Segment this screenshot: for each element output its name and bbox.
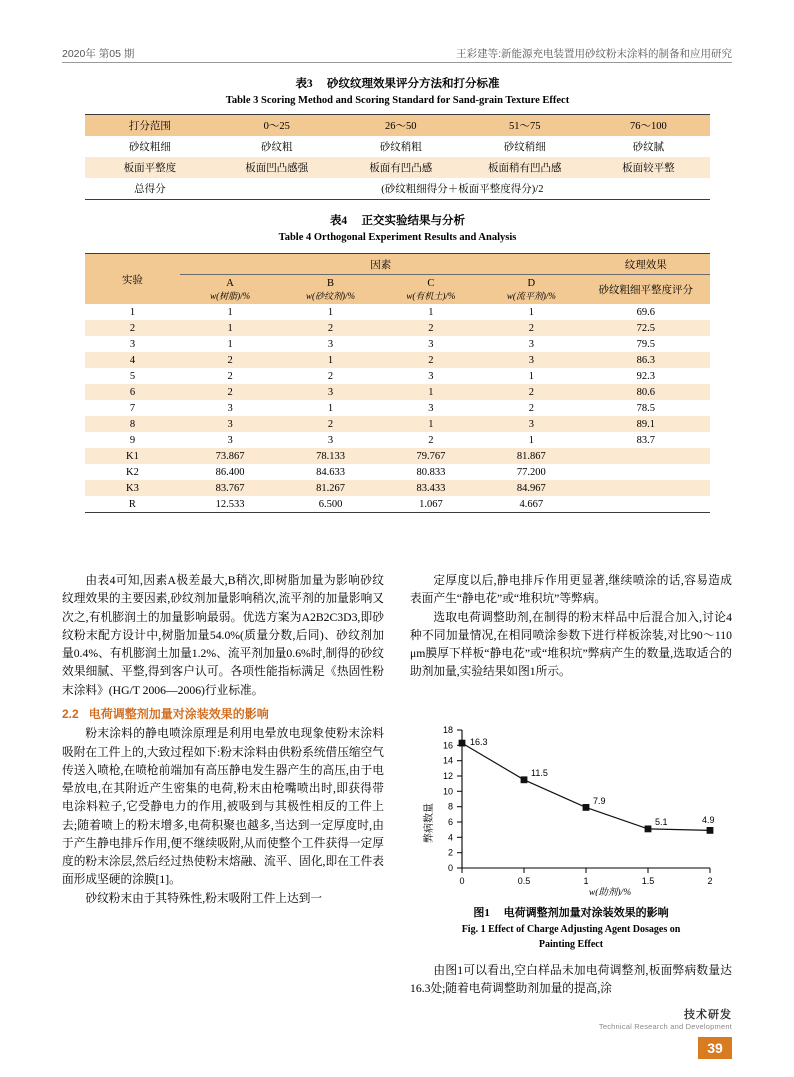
table3-caption-cn: 表3 砂纹纹理效果评分方法和打分标准 (295, 78, 500, 90)
cell: 板面平整度 (123, 163, 177, 174)
cell: (砂纹粗细得分＋板面平整度得分)/2 (215, 178, 710, 200)
cell: 79.5 (636, 338, 655, 350)
cell: 69.6 (636, 306, 655, 318)
table-row (85, 448, 710, 464)
cell (582, 480, 710, 496)
cell: 1 (227, 322, 233, 334)
cell: 2 (428, 434, 434, 446)
factor-letter: B (327, 277, 335, 289)
table-row (85, 320, 710, 336)
section-heading (62, 705, 384, 724)
table-row (85, 416, 710, 432)
cell: 2 (428, 322, 434, 334)
cell (582, 448, 710, 464)
svg-text:2: 2 (447, 847, 453, 858)
cell: 86.400 (215, 466, 245, 478)
cell: 2 (528, 322, 534, 334)
cell: 83.7 (636, 434, 655, 446)
cell: 1.067 (381, 496, 481, 513)
header-issue: 2020年 第05 期 (62, 48, 135, 60)
cell: 1 (428, 418, 434, 430)
cell: 84.633 (316, 466, 345, 478)
cell: 6.500 (280, 496, 380, 513)
cell: 77.200 (516, 466, 546, 478)
table3-caption-en: Table 3 Scoring Method and Scoring Standard for Sand-grain Texture Effect (225, 94, 570, 106)
figure-caption-cn: 图1 电荷调整剂加量对涂装效果的影响 (473, 907, 669, 919)
chart-series-line (462, 743, 710, 830)
svg-text:16.3: 16.3 (470, 737, 488, 747)
cell: 2 (528, 386, 534, 398)
cell: 83.433 (416, 482, 446, 494)
chart-xlabel: w(助剂)/% (588, 888, 632, 896)
cell: K1 (126, 450, 139, 462)
col-header-texture: 纹理效果 (582, 254, 710, 275)
col-header-A (180, 275, 280, 305)
cell: 79.767 (416, 450, 446, 462)
svg-text:16: 16 (442, 740, 453, 751)
table-row (85, 157, 710, 178)
cell: 2 (528, 402, 534, 414)
svg-text:0: 0 (459, 876, 465, 886)
cell: 84.967 (516, 482, 546, 494)
cell: 3 (428, 402, 434, 414)
cell: 1 (327, 402, 334, 414)
cell: 砂纹粗 (261, 142, 293, 153)
cell: 板面凹凸感强 (245, 163, 309, 174)
cell: 0～25 (215, 115, 339, 137)
table-row (85, 352, 710, 368)
chart-markers (459, 740, 714, 834)
cell: 砂纹稍细 (503, 142, 546, 153)
col-header-D (481, 275, 581, 305)
cell: 80.833 (416, 466, 446, 478)
cell (582, 464, 710, 480)
table-orthogonal-results (85, 253, 710, 513)
cell: 3 (528, 418, 534, 430)
cell: 1 (528, 370, 534, 382)
page-header (62, 46, 732, 61)
header-divider (62, 62, 732, 63)
paragraph: 由图1可以看出,空白样品未加电荷调整剂,板面弊病数量达16.3处;随着电荷调整助剂加量的提高,涂 (410, 964, 732, 996)
paragraph: 粉末涂料的静电喷涂原理是利用电晕放电现象使粉末涂料吸附在工件上的,大致过程如下:粉末涂料由供粉系统借压缩空气传送入喷枪,在喷枪前端加有高压静电发生器产生的高压,由于电晕放电,在其附近产生密集的电荷,粉末由枪嘴喷出时,即获得带电涂料粒子,它受静电力的作用,被吸到与其极性相反的工件上去;随着喷上的粉末增多,电荷积聚也越多,当达到一定厚度时,由于产生静电排斥作用,便不继续吸附,从而使整个工件获得一定厚度的粉末涂层,然后经过热使粉末熔融、流平、固化,即在工件表面形成坚硬的涂膜[1]。 (62, 727, 384, 887)
svg-text:8: 8 (447, 801, 453, 812)
cell: 2 (428, 354, 434, 366)
cell: 3 (428, 370, 434, 382)
svg-text:2: 2 (707, 876, 713, 886)
factor-desc: w(砂纹剂)/% (306, 290, 355, 301)
footer-section-cn: 技术研发 (684, 1009, 732, 1021)
table-row (85, 178, 710, 200)
table-header-row (85, 254, 710, 275)
svg-text:11.5: 11.5 (531, 768, 548, 778)
cell: 7 (129, 402, 136, 414)
table-row (85, 336, 710, 352)
cell: 2 (327, 418, 334, 430)
figure-caption-en-2: Painting Effect (538, 938, 604, 950)
cell: 3 (327, 434, 334, 446)
left-column (62, 572, 384, 908)
cell: 3 (227, 402, 233, 414)
cell: 3 (129, 338, 136, 350)
figure-caption-en-1: Fig. 1 Effect of Charge Adjusting Agent Dosages on (461, 923, 681, 935)
paragraph: 砂纹粉末由于其特殊性,粉末吸附工件上达到一 (85, 891, 323, 905)
cell: K3 (126, 482, 139, 494)
svg-text:10: 10 (442, 786, 453, 797)
cell: 2 (227, 370, 233, 382)
cell: 砂纹粗细 (128, 142, 171, 153)
table3-caption (85, 76, 710, 108)
cell: 1 (428, 306, 434, 318)
cell: 81.867 (516, 450, 546, 462)
table-row (85, 368, 710, 384)
col-header-factors: 因素 (180, 254, 582, 275)
col-header-score: 砂纹粗细平整度评分 (582, 275, 710, 305)
cell: 3 (428, 338, 434, 350)
table-row (85, 384, 710, 400)
table-row (85, 496, 710, 513)
table4-caption (85, 213, 710, 245)
table-row (85, 115, 710, 137)
cell: 81.267 (316, 482, 345, 494)
cell: 83.767 (215, 482, 245, 494)
header-running-title: 王彩建等:新能源充电装置用砂纹粉末涂料的制备和应用研究 (456, 48, 732, 60)
cell: 板面有凹凸感 (369, 163, 433, 174)
cell: 6 (129, 386, 136, 398)
cell: K2 (126, 466, 139, 478)
cell: 1 (327, 354, 334, 366)
paragraph: 定厚度以后,静电排斥作用更显著,继续喷涂的话,容易造成表面产生“静电花”或“堆积坑”等弊病。 (410, 574, 732, 606)
cell: 板面较平整 (622, 163, 675, 174)
section-number: 2.2 (62, 706, 79, 721)
chart-point-labels (470, 737, 715, 827)
cell: 1 (129, 306, 136, 318)
cell: 73.867 (215, 450, 245, 462)
factor-desc: w(树脂)/% (210, 290, 251, 301)
svg-text:0: 0 (447, 863, 453, 873)
svg-text:12: 12 (442, 771, 453, 781)
svg-text:18: 18 (442, 725, 453, 735)
chart-line-charge-agent (410, 718, 732, 896)
table4-caption-en: Table 4 Orthogonal Experiment Results and Analysis (278, 231, 517, 243)
cell: 80.6 (636, 386, 655, 398)
cell: 78.5 (636, 402, 655, 414)
cell: 2 (227, 386, 233, 398)
right-column-bottom (410, 962, 732, 999)
svg-text:1: 1 (583, 876, 589, 886)
cell: 92.3 (636, 370, 655, 382)
cell: 3 (227, 418, 233, 430)
cell: 2 (327, 322, 334, 334)
footer-section-en: Technical Research and Development (598, 1022, 732, 1031)
cell: 1 (227, 338, 233, 350)
cell: 总得分 (85, 178, 215, 200)
cell: 89.1 (636, 418, 655, 430)
col-header-C (381, 275, 481, 305)
svg-text:4.9: 4.9 (702, 815, 715, 825)
page-footer (599, 1006, 732, 1031)
cell: 3 (327, 386, 334, 398)
table-row (85, 480, 710, 496)
cell: 2 (129, 322, 136, 334)
cell: 8 (129, 418, 136, 430)
table-row (85, 432, 710, 448)
cell: 1 (528, 434, 534, 446)
cell: 4.667 (481, 496, 581, 513)
cell: 5 (129, 370, 136, 382)
cell: 4 (129, 354, 136, 366)
table4-caption-cn: 表4 正交实验结果与分析 (329, 215, 466, 227)
table-row (85, 400, 710, 416)
svg-text:4: 4 (447, 832, 453, 843)
factor-desc: w(流平剂)/% (506, 290, 556, 301)
cell: 1 (428, 386, 434, 398)
table-scoring-standard (85, 114, 710, 200)
figure-1 (410, 718, 732, 952)
cell: 76～100 (587, 115, 710, 137)
chart-ylabel: 弊病数量 (424, 803, 435, 843)
right-column (410, 572, 732, 682)
svg-text:14: 14 (442, 755, 453, 766)
col-header-B (280, 275, 380, 305)
svg-text:0.5: 0.5 (517, 876, 531, 886)
paragraph: 选取电荷调整助剂,在制得的粉末样品中后混合加入,讨论4种不同加量情况,在相同喷涂参数下进行样板涂装,对比90～110 μm膜厚下样板“静电花”或“堆积坑”弊病产生的数量,选取适合的助剂加量,实验结果如图1所示。 (410, 610, 732, 679)
cell: 86.3 (636, 354, 655, 366)
cell: 1 (327, 306, 334, 318)
col-header-exp: 实验 (85, 254, 180, 305)
factor-letter: D (527, 277, 536, 289)
table-row (85, 464, 710, 480)
cell: 砂纹腻 (632, 142, 665, 153)
svg-text:6: 6 (447, 817, 453, 827)
table-row (85, 136, 710, 157)
cell: 3 (227, 434, 233, 446)
factor-desc: w(有机土)/% (406, 290, 456, 301)
svg-text:7.9: 7.9 (593, 796, 606, 806)
cell: 51～75 (463, 115, 587, 137)
svg-text:5.1: 5.1 (655, 817, 668, 827)
figure-caption (410, 905, 732, 952)
cell (582, 496, 710, 513)
paragraph: 由表4可知,因素A极差最大,B稍次,即树脂加量为影响砂纹纹理效果的主要因素,砂纹剂加量影响稍次,流平剂的加量影响又次之,有机膨润土的加量影响最弱。优选方案为A2B2C3D3,即砂纹粉末配方设计中,树脂加量54.0%(质量分数,后同)、砂纹剂加量0.4%、有机膨润土加量1.2%、流平剂加量0.6%时,制得的砂纹效果细腻、平整,得到客户认可。各项性能指标满足《热固性粉末涂料》(HG/T 2006—2006)行业标准。 (62, 574, 384, 697)
page-number: 39 (698, 1037, 732, 1059)
cell: 3 (528, 354, 534, 366)
cell: 1 (227, 306, 233, 318)
cell: 72.5 (636, 322, 655, 334)
cell: 26～50 (339, 115, 463, 137)
cell: 2 (327, 370, 334, 382)
cell: 3 (327, 338, 334, 350)
table-row (85, 304, 710, 320)
cell: 打分范围 (85, 115, 215, 137)
cell: 78.133 (316, 450, 345, 462)
cell: 1 (528, 306, 534, 318)
factor-letter: A (226, 277, 234, 289)
section-title: 电荷调整剂加量对涂装效果的影响 (88, 706, 269, 721)
cell: 板面稍有凹凸感 (487, 163, 562, 174)
cell: R (85, 496, 180, 513)
cell: 2 (227, 354, 233, 366)
cell: 9 (129, 434, 136, 446)
cell: 砂纹稍粗 (379, 142, 422, 153)
svg-text:1.5: 1.5 (641, 876, 655, 886)
factor-letter: C (427, 277, 435, 289)
cell: 12.533 (180, 496, 280, 513)
cell: 3 (528, 338, 534, 350)
